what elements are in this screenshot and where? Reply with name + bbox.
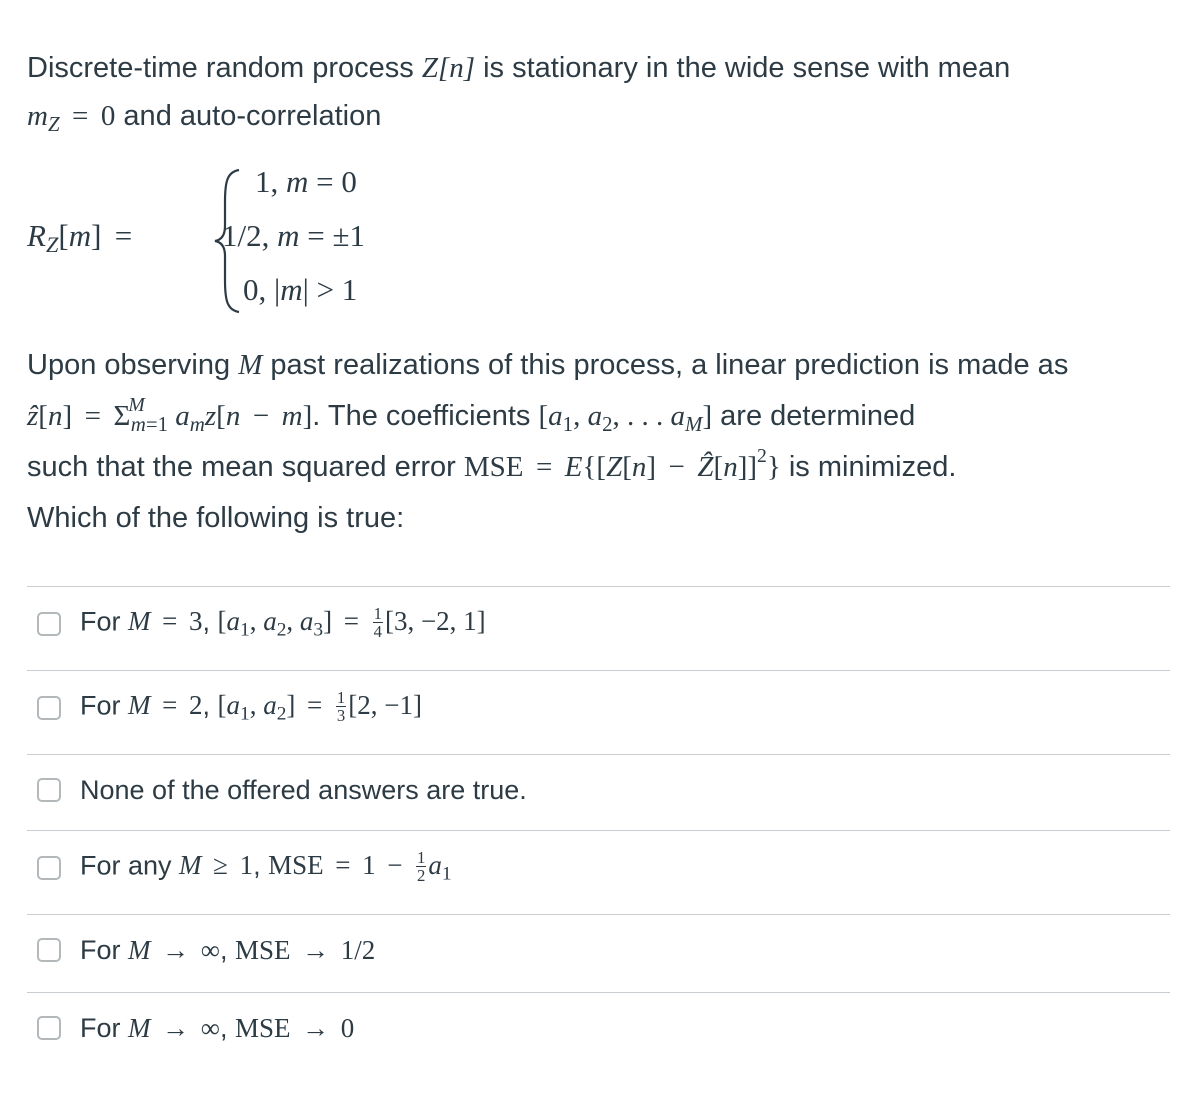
para2-line1: Upon observing M past realizations of this process, a linear prediction is made as: [27, 349, 1069, 381]
option-label: For M = 3, [$a_1$, $a_2$, $a_3$] = $\frac{1}{4}$ [3, −2, 1]: [80, 603, 486, 642]
intro-line: Discrete-time random process Z[n] is stationary in the wide sense with mean: [27, 52, 1011, 84]
answer-option-1[interactable]: [27, 594, 1170, 654]
question-text: [27, 44, 1172, 140]
divider: [27, 914, 1170, 915]
case-m-gt1: 0, |m| > 1: [243, 272, 358, 307]
answer-option-2[interactable]: [27, 678, 1170, 738]
mean-math: $m_Z = 0$: [27, 100, 116, 136]
option-label: None of the offered answers are true.: [80, 774, 527, 805]
mean-line: $m_Z = 0$ and auto-correlation: [27, 100, 382, 136]
option-label: For any M ≥ 1, MSE = 1 − $\frac{1}{2}$ $a_1$: [80, 847, 452, 886]
divider: [27, 830, 1170, 831]
divider: [27, 992, 1170, 993]
option-label: For M = 2, [$a_1$, $a_2$] = $\frac{1}{3}$ [2, −1]: [80, 687, 422, 726]
answer-option-4[interactable]: [27, 838, 1170, 898]
autocorrelation-equation: [27, 160, 527, 320]
coefficients-math: [$a_1$, $a_2$, . . . $a_M$]: [538, 400, 713, 436]
answer-option-5[interactable]: [27, 920, 1170, 980]
checkbox[interactable]: [37, 938, 61, 962]
prediction-paragraph: [27, 340, 1172, 544]
option-label: For M → ∞, MSE → 0: [80, 1012, 355, 1043]
checkbox[interactable]: [37, 696, 61, 720]
answer-option-6[interactable]: [27, 998, 1170, 1058]
checkbox[interactable]: [37, 612, 61, 636]
para2-line3: such that the mean squared error MSE = E{[Z[n] − Ẑ[n]]$^2$} is minimized.: [27, 444, 957, 483]
answer-option-3[interactable]: [27, 760, 1170, 820]
divider: [27, 754, 1170, 755]
divider: [27, 670, 1170, 671]
prediction-math: ẑ[n] = $\Sigma^M_{m=1}$ $a_mz[n - m]$: [27, 393, 313, 436]
option-label: For M → ∞, MSE → 1/2: [80, 934, 376, 965]
case-m-zero: 1, m = 0: [255, 164, 357, 199]
para2-line2: ẑ[n] = $\Sigma^M_{m=1}$ $a_mz[n - m]$. The coefficients [$a_1$, $a_2$, . . . $a_M$] are determined: [27, 393, 916, 436]
checkbox[interactable]: [37, 778, 61, 802]
checkbox[interactable]: [37, 856, 61, 880]
divider: [27, 586, 1170, 587]
para2-line4: Which of the following is true:: [27, 502, 405, 534]
case-m-pm1: 1/2, m = ±1: [222, 218, 366, 253]
mse-math: MSE = E{[Z[n] − Ẑ[n]]$^2$}: [463, 444, 781, 483]
checkbox[interactable]: [37, 1016, 61, 1040]
autocorrelation-lhs: $R_Z[m]$ =: [27, 218, 133, 258]
z-n-math: Z[n]: [421, 52, 476, 84]
